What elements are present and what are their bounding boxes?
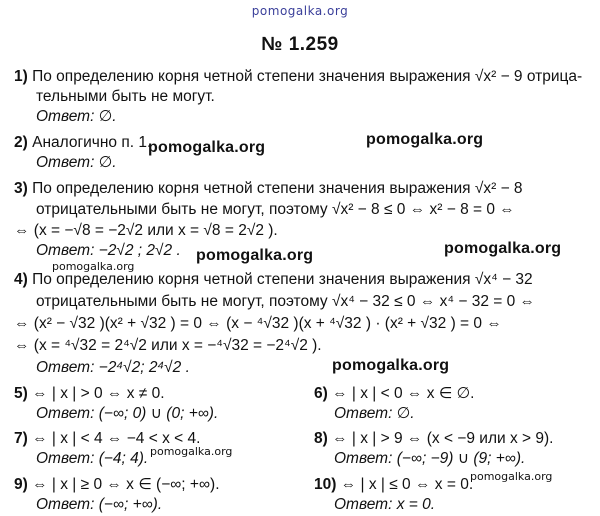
item-9: 9) ⇔ | x | ≥ 0 ⇔ x ∈ (−∞; +∞). <box>14 476 220 493</box>
problem-title: № 1.259 <box>261 34 339 55</box>
header-watermark: pomogalka.org <box>251 4 349 18</box>
item-10: 10) ⇔ | x | ≤ 0 ⇔ x = 0. <box>314 476 474 493</box>
answer-10: Ответ: x = 0. <box>334 496 436 513</box>
line-10: отрицательными быть не могут, поэтому √x⁴ − 32 ≤ 0 ⇔ x⁴ − 32 = 0 ⇔ <box>36 293 536 310</box>
item-6: 6) ⇔ | x | < 0 ⇔ x ∈ ∅. <box>314 385 475 402</box>
answer-1: Ответ: ∅. <box>36 108 117 125</box>
line-9: 4) По определению корня четной степени значения выражения √x⁴ − 32 <box>14 271 533 288</box>
answer-5: Ответ: (−∞; 0) ∪ (0; +∞). <box>36 405 219 422</box>
answer-3: Ответ: −2√2 ; 2√2 . <box>36 242 181 259</box>
line-7: ⇔ (x = −√8 = −2√2 или x = √8 = 2√2 ). <box>14 222 278 239</box>
answer-8: Ответ: (−∞; −9) ∪ (9; +∞). <box>334 450 526 467</box>
watermark-3: pomogalka.org <box>444 240 562 257</box>
item-7: 7) ⇔ | x | < 4 ⇔ −4 < x < 4. <box>14 430 201 447</box>
watermark-7: pomogalka.org <box>150 445 233 458</box>
line-2: тельными быть не могут. <box>36 88 215 105</box>
answer-4: Ответ: −2⁴√2; 2⁴√2 . <box>36 359 190 376</box>
answer-7: Ответ: (−4; 4). <box>36 450 149 467</box>
line-11: ⇔ (x² − √32 )(x² + √32 ) = 0 ⇔ (x − ⁴√32 )(x + ⁴√32 ) · (x² + √32 ) = 0 ⇔ <box>14 315 502 332</box>
answer-2: Ответ: ∅. <box>36 154 117 171</box>
watermark-1: pomogalka.org <box>148 139 266 156</box>
watermark-5: pomogalka.org <box>52 260 135 273</box>
line-5: 3) По определению корня четной степени значения выражения √x² − 8 <box>14 180 523 197</box>
watermark-2: pomogalka.org <box>366 131 484 148</box>
watermark-8: pomogalka.org <box>470 470 553 483</box>
line-3: 2) Аналогично п. 1. <box>14 134 152 151</box>
item-5: 5) ⇔ | x | > 0 ⇔ x ≠ 0. <box>14 385 165 402</box>
line-1: 1) По определению корня четной степени значения выражения √x² − 9 отрица- <box>14 68 583 85</box>
watermark-4: pomogalka.org <box>196 247 314 264</box>
item-8: 8) ⇔ | x | > 9 ⇔ (x < −9 или x > 9). <box>314 430 554 447</box>
line-12: ⇔ (x = ⁴√32 = 2⁴√2 или x = −⁴√32 = −2⁴√2 ). <box>14 337 322 354</box>
watermark-6: pomogalka.org <box>332 357 450 374</box>
line-6: отрицательными быть не могут, поэтому √x² − 8 ≤ 0 ⇔ x² − 8 = 0 ⇔ <box>36 201 515 218</box>
answer-6: Ответ: ∅. <box>334 405 415 422</box>
answer-9: Ответ: (−∞; +∞). <box>36 496 163 513</box>
